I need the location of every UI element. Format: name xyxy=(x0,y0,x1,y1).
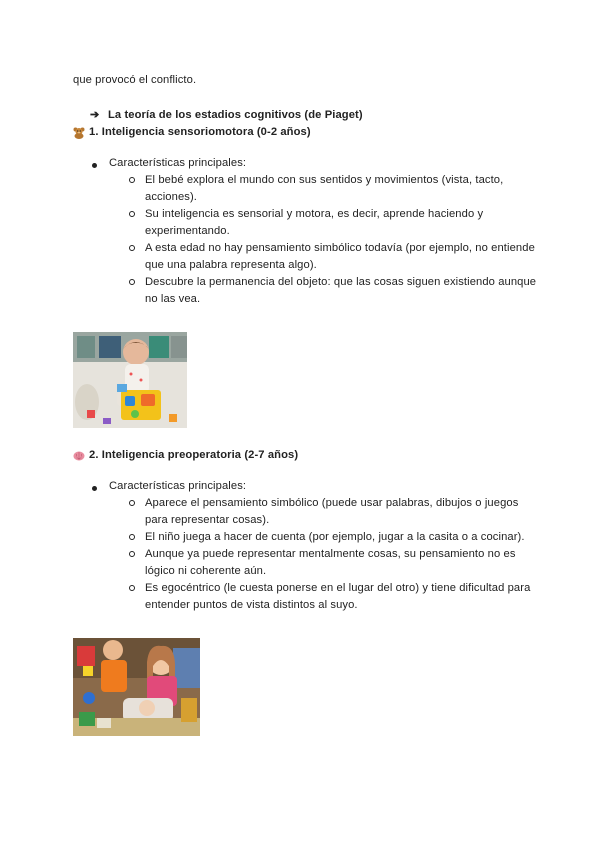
sub-bullet xyxy=(129,534,135,540)
bullet xyxy=(92,163,97,168)
baby-photo xyxy=(73,332,187,428)
stage1-item-3-line2: que una palabra representa algo). xyxy=(145,259,317,271)
stage1-item-4-line2: no las vea. xyxy=(145,293,201,305)
stage1-bullet: Características principales: xyxy=(109,157,247,169)
stage2-item-1-line2: para representar cosas). xyxy=(145,514,270,526)
sub-bullet xyxy=(129,211,135,217)
brain-icon xyxy=(73,450,85,462)
sub-bullet xyxy=(129,245,135,251)
teddy-bear-icon xyxy=(73,127,85,139)
stage2-item-4-line2: entender puntos de vista distintos al suyo. xyxy=(145,599,358,611)
stage1-item-2-line2: experimentando. xyxy=(145,225,230,237)
stage1-item-1-line2: acciones). xyxy=(145,191,197,203)
arrow-icon: ➔ xyxy=(90,109,100,121)
bullet xyxy=(92,486,97,491)
sub-bullet xyxy=(129,177,135,183)
stage1-item-3-line1: A esta edad no hay pensamiento simbólico todavía (por ejemplo, no entiende xyxy=(145,242,535,254)
stage2-item-3-line2: lógico ni coherente aún. xyxy=(145,565,267,577)
sub-bullet xyxy=(129,585,135,591)
stage2-item-4-line1: Es egocéntrico (le cuesta ponerse en el lugar del otro) y tiene dificultad para xyxy=(145,582,531,594)
stage1-title: 1. Inteligencia sensoriomotora (0-2 años) xyxy=(89,126,311,138)
sub-bullet xyxy=(129,500,135,506)
stage1-item-2-line1: Su inteligencia es sensorial y motora, es decir, aprende haciendo y xyxy=(145,208,484,220)
sub-bullet xyxy=(129,279,135,285)
stage2-title: 2. Inteligencia preoperatoria (2-7 años) xyxy=(89,449,299,461)
intro-line: que provocó el conflicto. xyxy=(73,74,197,86)
stage2-item-1-line1: Aparece el pensamiento simbólico (puede usar palabras, dibujos o juegos xyxy=(145,497,519,509)
sub-bullet xyxy=(129,551,135,557)
stage2-item-3-line1: Aunque ya puede representar mentalmente cosas, su pensamiento no es xyxy=(145,548,516,560)
children-playing-photo xyxy=(73,638,200,736)
stage2-item-2-line1: El niño juega a hacer de cuenta (por ejemplo, jugar a la casita o a cocinar). xyxy=(145,531,525,543)
stage2-bullet: Características principales: xyxy=(109,480,247,492)
section-heading: La teoría de los estadios cognitivos (de Piaget) xyxy=(108,109,363,121)
stage1-item-1-line1: El bebé explora el mundo con sus sentidos y movimientos (vista, tacto, xyxy=(145,174,504,186)
stage1-item-4-line1: Descubre la permanencia del objeto: que las cosas siguen existiendo aunque xyxy=(145,276,537,288)
